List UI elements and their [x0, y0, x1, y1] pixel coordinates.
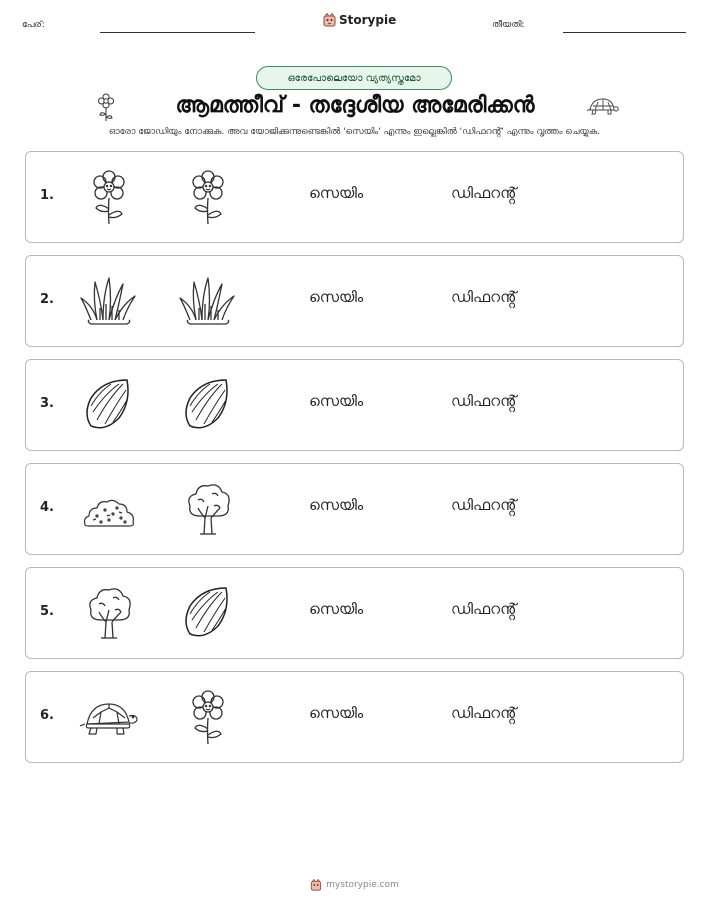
tree-icon	[178, 478, 238, 538]
soil-pile-icon	[79, 478, 139, 538]
question-number: 5.	[40, 604, 54, 619]
badge-label: ഒരേപോലെയോ വ്യത്യസ്തമോ	[287, 72, 421, 84]
question-number: 1.	[40, 188, 54, 203]
same-option[interactable]: സെയിം	[309, 184, 364, 202]
question-row	[25, 255, 684, 347]
same-option[interactable]: സെയിം	[309, 600, 364, 618]
footer	[0, 879, 709, 891]
question-number: 6.	[40, 708, 54, 723]
instructions: ഓരോ ജോഡിയും നോക്കുക. അവ യോജിക്കുന്നുണ്ടെങ്കിൽ 'സെയിം' എന്നും ഇല്ലെങ്കിൽ 'ഡിഫറൻ്റ്' എന്നും വൃത്തം ചെയ്യുക.	[108, 127, 601, 137]
different-option[interactable]: ഡിഫറൻ്റ്	[451, 496, 517, 514]
question-number: 2.	[40, 292, 54, 307]
date-label: തീയതി:	[492, 20, 525, 30]
same-option[interactable]: സെയിം	[309, 496, 364, 514]
turtle-icon	[586, 96, 620, 118]
tree-icon	[79, 582, 139, 642]
date-line[interactable]	[563, 32, 686, 33]
flower-icon	[95, 92, 117, 122]
grass-icon	[79, 270, 139, 330]
flower-icon	[79, 166, 139, 226]
worksheet-header	[0, 0, 709, 40]
page-title: ആമത്തീവ് - തദ്ദേശീയ അമേരിക്കൻ	[175, 93, 535, 118]
question-row	[25, 671, 684, 763]
same-option[interactable]: സെയിം	[309, 392, 364, 410]
name-label: പേര്:	[22, 20, 45, 30]
question-row	[25, 359, 684, 451]
different-option[interactable]: ഡിഫറൻ്റ്	[451, 704, 517, 722]
question-row	[25, 151, 684, 243]
seed-icon	[79, 374, 139, 434]
seed-icon	[178, 582, 238, 642]
different-option[interactable]: ഡിഫറൻ്റ്	[451, 288, 517, 306]
title-row	[0, 88, 709, 124]
storypie-logo-icon	[310, 879, 322, 891]
question-row	[25, 567, 684, 659]
same-option[interactable]: സെയിം	[309, 288, 364, 306]
footer-url[interactable]: mystorypie.com	[326, 880, 399, 890]
name-line[interactable]	[100, 32, 255, 33]
question-number: 4.	[40, 500, 54, 515]
different-option[interactable]: ഡിഫറൻ്റ്	[451, 600, 517, 618]
question-row	[25, 463, 684, 555]
brand-name: Storypie	[339, 13, 397, 27]
turtle-icon	[79, 686, 139, 746]
storypie-logo-icon	[323, 13, 336, 27]
same-option[interactable]: സെയിം	[309, 704, 364, 722]
seed-icon	[178, 374, 238, 434]
grass-icon	[178, 270, 238, 330]
flower-icon	[178, 166, 238, 226]
question-number: 3.	[40, 396, 54, 411]
different-option[interactable]: ഡിഫറൻ്റ്	[451, 184, 517, 202]
flower-icon	[178, 686, 238, 746]
worksheet-type-badge	[256, 66, 452, 90]
different-option[interactable]: ഡിഫറൻ്റ്	[451, 392, 517, 410]
brand	[323, 13, 396, 27]
